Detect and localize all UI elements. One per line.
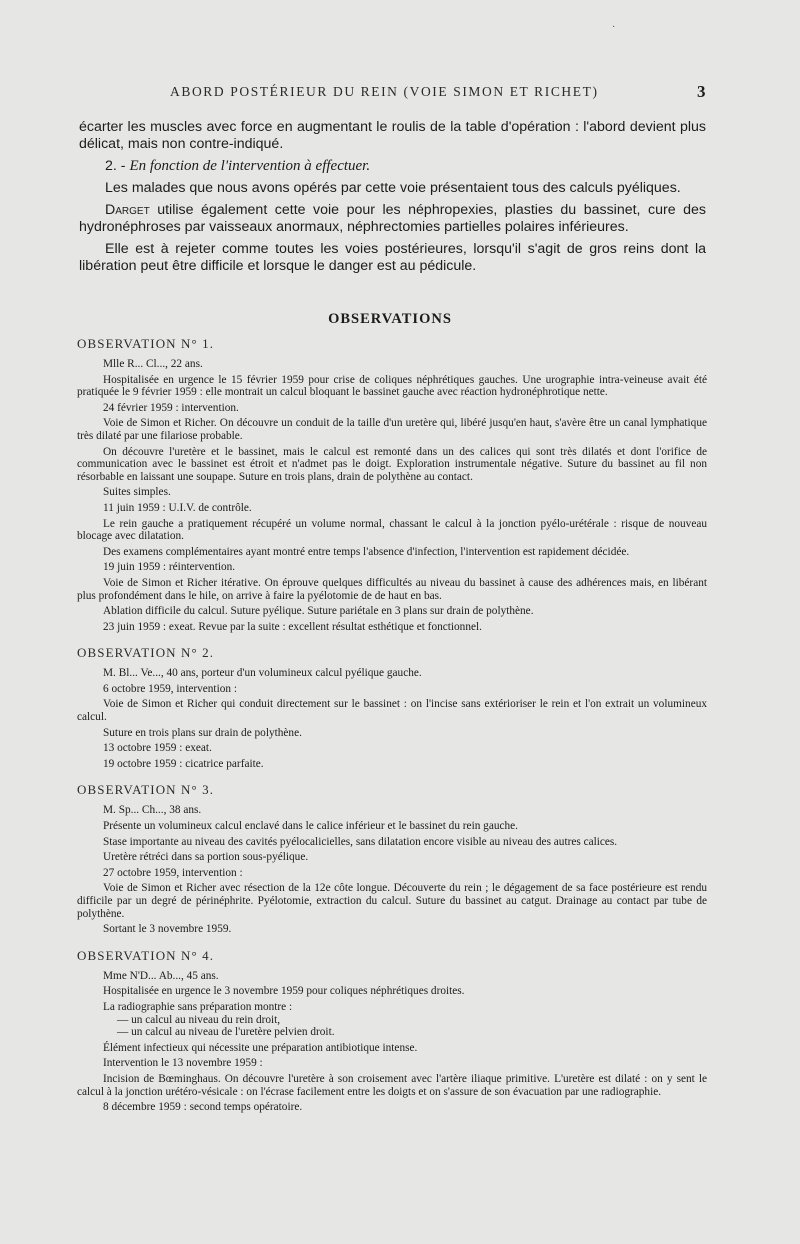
- observations-list: [77, 336, 707, 1126]
- observation-paragraph: — un calcul au niveau de l'uretère pelvien droit.: [117, 1026, 335, 1039]
- observation-1: [77, 336, 707, 633]
- observation-paragraph: Incision de Bœminghaus. On découvre l'uretère à son croisement avec l'artère iliaque primitive. L'uretère est dilaté : on y sent le calcul à la jonction urétéro-vésicale : on l'écrase facilement entre les doigts et on s'assure de son évacuation par une radiographie.: [77, 1072, 707, 1098]
- page-mark: ·: [612, 22, 616, 33]
- intro-section-heading: [79, 158, 706, 175]
- observation-paragraph: 13 octobre 1959 : exeat.: [103, 742, 212, 755]
- observation-paragraph: Hospitalisée en urgence le 3 novembre 1959 pour coliques néphrétiques droites.: [103, 985, 465, 998]
- observation-title: OBSERVATION N° 4.: [77, 947, 215, 963]
- observation-paragraph: La radiographie sans préparation montre :: [103, 1000, 293, 1013]
- observation-paragraph: Élément infectieux qui nécessite une préparation antibiotique intense.: [103, 1041, 418, 1054]
- observation-paragraph: Stase importante au niveau des cavités pyélocalicielles, sans dilatation encore visible au niveau des autres calices.: [103, 835, 618, 848]
- observation-title: OBSERVATION N° 2.: [77, 645, 215, 661]
- intro-text: [79, 119, 706, 275]
- observation-paragraph: M. Sp... Ch..., 38 ans.: [103, 804, 202, 817]
- observation-paragraph: 19 juin 1959 : réintervention.: [103, 561, 236, 574]
- observation-paragraph: Présente un volumineux calcul enclavé dans le calice inférieur et le bassinet du rein gauche.: [103, 820, 518, 833]
- observation-paragraph: Suture en trois plans sur drain de polythène.: [103, 726, 302, 739]
- intro-paragraph: [79, 202, 706, 236]
- observation-paragraph: Uretère rétréci dans sa portion sous-pyélique.: [103, 851, 309, 864]
- observation-paragraph: Intervention le 13 novembre 1959 :: [103, 1057, 263, 1070]
- observation-4: [77, 948, 707, 1114]
- observation-paragraph: Mme N'D... Ab..., 45 ans.: [103, 969, 219, 982]
- observation-paragraph: Des examens complémentaires ayant montré entre temps l'absence d'infection, l'intervention est rapidement décidée.: [103, 545, 630, 558]
- observation-paragraph: 23 juin 1959 : exeat. Revue par la suite : excellent résultat esthétique et fonctionnel.: [103, 620, 482, 633]
- observation-2: [77, 645, 707, 770]
- intro-paragraph-text: utilise également cette voie pour les néphropexies, plasties du bassinet, cure des hydronéphroses par vaisseaux anormaux, néphrectomies partielles polaires inférieures.: [79, 202, 706, 235]
- observation-paragraph: 6 octobre 1959, intervention :: [103, 682, 237, 695]
- observation-paragraph: Voie de Simon et Richer avec résection de la 12e côte longue. Découverte du rein ; le dégagement de sa face postérieure est rendu difficile par un degré de périnéphrite. Pyélotomie, extraction du calcul. Suture du bassinet au catgut. Drainage au contact par tube de polythène.: [77, 882, 707, 920]
- observation-paragraph: On découvre l'uretère et le bassinet, mais le calcul est remonté dans un des calices qui sont très dilatés et dont l'orifice de communication avec le bassinet est étroit et n'admet pas le doigt. Exploration instrumentale négative. Suture du bassinet au fil non résorbable en laissant une soupape. Suture en trois plans, drain de polythène au contact.: [77, 445, 707, 483]
- intro-paragraph: Les malades que nous avons opérés par cette voie présentaient tous des calculs pyéliques.: [105, 180, 681, 196]
- observation-paragraph: 19 octobre 1959 : cicatrice parfaite.: [103, 757, 264, 770]
- observation-paragraph: M. Bl... Ve..., 40 ans, porteur d'un volumineux calcul pyélique gauche.: [103, 667, 422, 680]
- running-title: ABORD POSTÉRIEUR DU REIN (VOIE SIMON ET RICHET): [170, 84, 599, 99]
- observation-title: OBSERVATION N° 3.: [77, 782, 215, 798]
- observations-heading: OBSERVATIONS: [328, 311, 452, 327]
- observation-3: [77, 782, 707, 935]
- section-title: En fonction de l'intervention à effectuer.: [129, 158, 371, 174]
- observation-paragraph: Suites simples.: [103, 486, 171, 499]
- observation-paragraph: — un calcul au niveau du rein droit,: [117, 1013, 281, 1026]
- author-name: Darget: [105, 202, 150, 218]
- observation-paragraph: Voie de Simon et Richer qui conduit directement sur le bassinet : on l'incise sans extérioriser le rein et l'on extrait un volumineux calcul.: [77, 698, 707, 724]
- observation-paragraph: Voie de Simon et Richer itérative. On éprouve quelques difficultés au niveau du bassinet à cause des adhérences mais, en libérant plus profondément dans le hile, on arrive à faire la pyélotomie de de haut en bas.: [77, 576, 707, 602]
- intro-paragraph: Elle est à rejeter comme toutes les voies postérieures, lorsqu'il s'agit de gros reins dont la libération peut être difficile et lorsque le danger est au pédicule.: [79, 241, 706, 274]
- observation-paragraph: 8 décembre 1959 : second temps opératoire.: [103, 1101, 303, 1114]
- observation-paragraph: Ablation difficile du calcul. Suture pyélique. Suture pariétale en 3 plans sur drain de polythène.: [103, 605, 534, 618]
- observation-title: OBSERVATION N° 1.: [77, 336, 215, 351]
- observation-paragraph: 24 février 1959 : intervention.: [103, 401, 239, 414]
- observation-paragraph: Hospitalisée en urgence le 15 février 1959 pour crise de coliques néphrétiques gauches. Une urographie intra-veineuse avait été pratiquée le 9 février 1959 : elle montrait un calcul bloquant le bassinet gauche avec réaction hydronéphrotique nette.: [77, 373, 707, 399]
- observation-paragraph: 11 juin 1959 : U.I.V. de contrôle.: [103, 501, 252, 514]
- observation-paragraph: Voie de Simon et Richer. On découvre un conduit de la taille d'un uretère qui, libéré jusqu'en haut, s'avère être un canal lymphatique très dilaté par une filariose probable.: [77, 417, 707, 442]
- intro-paragraph: écarter les muscles avec force en augmentant le roulis de la table d'opération : l'abord devient plus délicat, mais non contre-indiqué.: [79, 119, 706, 152]
- observation-paragraph: 27 octobre 1959, intervention :: [103, 866, 243, 879]
- page-number: 3: [697, 82, 706, 101]
- observation-paragraph: Mlle R... Cl..., 22 ans.: [103, 358, 203, 370]
- observation-paragraph: Le rein gauche a pratiquement récupéré un volume normal, chassant le calcul à la jonction pyélo-urétérale : risque de nouveau blocage avec dilatation.: [77, 517, 707, 543]
- observation-paragraph: Sortant le 3 novembre 1959.: [103, 923, 232, 936]
- section-number: 2. -: [105, 158, 130, 174]
